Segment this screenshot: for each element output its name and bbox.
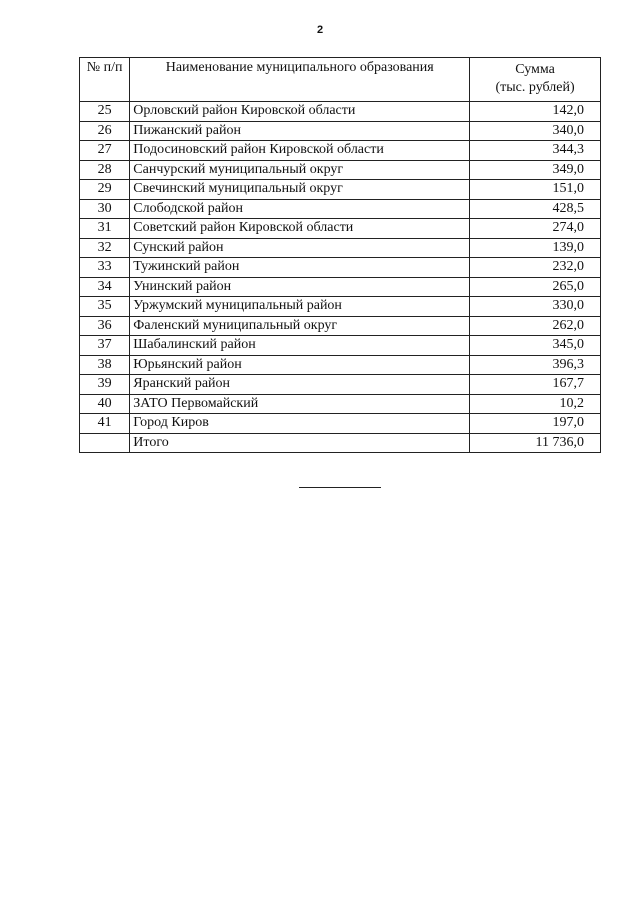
- row-name-cell: Унинский район: [130, 277, 470, 297]
- row-name-cell: Свечинский муниципальный округ: [130, 180, 470, 200]
- row-sum-cell: 344,3: [470, 141, 601, 161]
- row-sum-cell: 139,0: [470, 238, 601, 258]
- row-sum-cell: 345,0: [470, 336, 601, 356]
- header-sum: [470, 58, 601, 102]
- row-num-cell: 31: [80, 219, 130, 239]
- row-sum-cell: 330,0: [470, 297, 601, 317]
- row-name-cell: Слободской район: [130, 199, 470, 219]
- table-total-row: [80, 433, 601, 453]
- row-sum-cell: 349,0: [470, 160, 601, 180]
- row-name-cell: Советский район Кировской области: [130, 219, 470, 239]
- table-row: [80, 394, 601, 414]
- row-num-cell: 30: [80, 199, 130, 219]
- row-sum-cell: 10,2: [470, 394, 601, 414]
- row-sum-cell: 142,0: [470, 102, 601, 122]
- row-num-cell: 25: [80, 102, 130, 122]
- row-sum-cell: 262,0: [470, 316, 601, 336]
- row-name-cell: Санчурский муниципальный округ: [130, 160, 470, 180]
- row-num-cell: 38: [80, 355, 130, 375]
- row-sum-cell: 151,0: [470, 180, 601, 200]
- row-name-cell: Тужинский район: [130, 258, 470, 278]
- table-row: [80, 277, 601, 297]
- row-sum-cell: 265,0: [470, 277, 601, 297]
- table-row: [80, 336, 601, 356]
- row-num-cell: 36: [80, 316, 130, 336]
- row-num-cell: 40: [80, 394, 130, 414]
- row-num-cell: 39: [80, 375, 130, 395]
- total-sum-cell: 11 736,0: [470, 433, 601, 453]
- table-row: [80, 219, 601, 239]
- row-name-cell: Город Киров: [130, 414, 470, 434]
- row-num-cell: 32: [80, 238, 130, 258]
- table-row: [80, 121, 601, 141]
- table-header-row: [80, 58, 601, 102]
- header-sum-line2: (тыс. рублей): [495, 79, 575, 95]
- row-name-cell: Орловский район Кировской области: [130, 102, 470, 122]
- table-row: [80, 375, 601, 395]
- table-row: [80, 414, 601, 434]
- total-num-cell: [80, 433, 130, 453]
- row-name-cell: Уржумский муниципальный район: [130, 297, 470, 317]
- row-name-cell: Пижанский район: [130, 121, 470, 141]
- header-num: № п/п: [80, 58, 130, 102]
- row-sum-cell: 340,0: [470, 121, 601, 141]
- row-num-cell: 26: [80, 121, 130, 141]
- table-body: [80, 102, 601, 453]
- row-sum-cell: 396,3: [470, 355, 601, 375]
- row-name-cell: Юрьянский район: [130, 355, 470, 375]
- table-row: [80, 102, 601, 122]
- page-number: 2: [316, 24, 324, 36]
- table-row: [80, 199, 601, 219]
- row-num-cell: 27: [80, 141, 130, 161]
- table-row: [80, 297, 601, 317]
- table-row: [80, 355, 601, 375]
- row-num-cell: 28: [80, 160, 130, 180]
- row-name-cell: Шабалинский район: [130, 336, 470, 356]
- table-row: [80, 180, 601, 200]
- row-sum-cell: 232,0: [470, 258, 601, 278]
- row-name-cell: ЗАТО Первомайский: [130, 394, 470, 414]
- row-name-cell: Фаленский муниципальный округ: [130, 316, 470, 336]
- header-sum-line1: Сумма: [515, 62, 555, 77]
- row-sum-cell: 197,0: [470, 414, 601, 434]
- row-sum-cell: 274,0: [470, 219, 601, 239]
- row-sum-cell: 167,7: [470, 375, 601, 395]
- row-name-cell: Подосиновский район Кировской области: [130, 141, 470, 161]
- municipal-sums-table: [79, 57, 601, 453]
- table-row: [80, 141, 601, 161]
- end-divider: [299, 487, 381, 488]
- table-row: [80, 160, 601, 180]
- row-sum-cell: 428,5: [470, 199, 601, 219]
- total-label-cell: Итого: [130, 433, 470, 453]
- row-num-cell: 35: [80, 297, 130, 317]
- table-row: [80, 258, 601, 278]
- table-row: [80, 238, 601, 258]
- row-num-cell: 37: [80, 336, 130, 356]
- row-name-cell: Яранский район: [130, 375, 470, 395]
- row-num-cell: 29: [80, 180, 130, 200]
- row-num-cell: 41: [80, 414, 130, 434]
- table-row: [80, 316, 601, 336]
- row-num-cell: 33: [80, 258, 130, 278]
- row-num-cell: 34: [80, 277, 130, 297]
- header-name: Наименование муниципального образования: [130, 58, 470, 102]
- row-name-cell: Сунский район: [130, 238, 470, 258]
